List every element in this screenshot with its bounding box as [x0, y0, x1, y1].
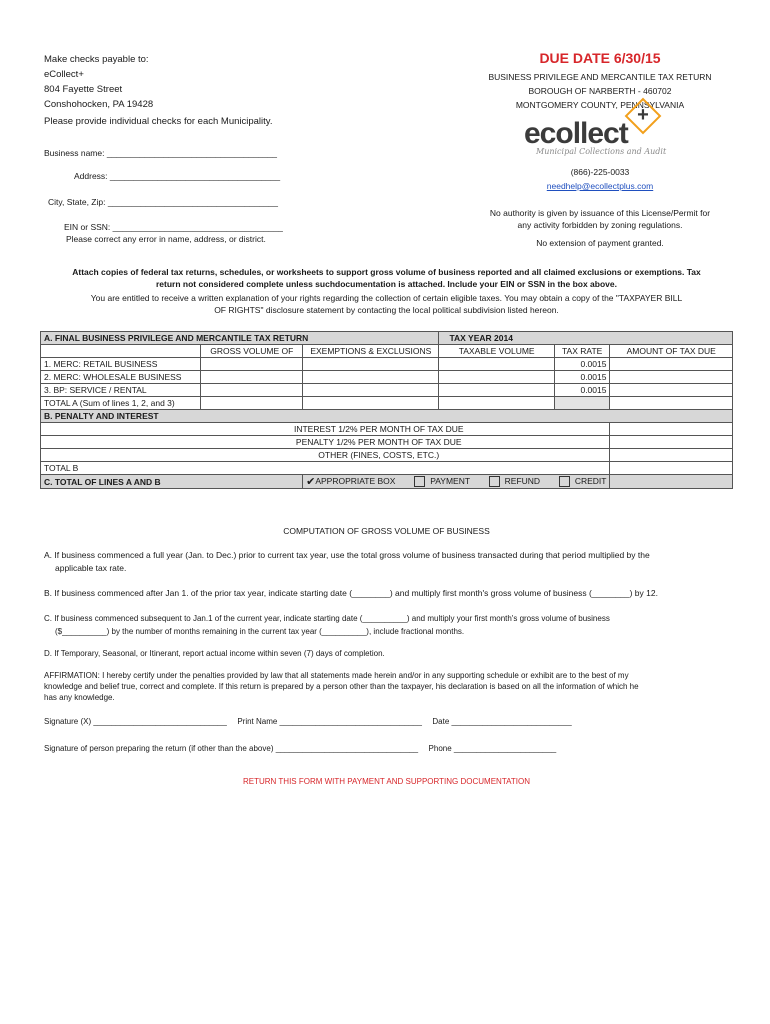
total-b-row [41, 462, 733, 475]
computation-d: D. If Temporary, Seasonal, or Itinerant, report actual income within seven (7) days of completion. [44, 649, 385, 658]
total-b-amount-input[interactable] [610, 462, 733, 475]
phone-number: (866)-225-0033 [570, 167, 630, 177]
ein-ssn-field[interactable]: EIN or SSN: ____________________________________ [64, 222, 283, 232]
amount-due-input[interactable] [610, 384, 733, 397]
gross-volume-input[interactable] [201, 384, 303, 397]
return-title: BUSINESS PRIVILEGE AND MERCANTILE TAX RETURN [488, 72, 712, 82]
email-link[interactable]: needhelp@ecollectplus.com [546, 181, 654, 191]
authority-line-1: No authority is given by issuance of this License/Permit for [489, 208, 711, 218]
total-b-label: TOTAL B [41, 462, 610, 475]
amount-due-input[interactable] [610, 371, 733, 384]
table-row [41, 371, 733, 384]
section-b-header [41, 410, 733, 423]
computation-a-line-1: A. If business commenced a full year (Jan. to Dec.) prior to current tax year, use the total gross volume of business transacted during that period multiplied by the [44, 550, 650, 560]
header-block [470, 50, 730, 112]
correct-note: Please correct any error in name, address, or district. [66, 234, 266, 244]
attach-line-1: Attach copies of federal tax returns, schedules, or worksheets to support gross volume of business reported and all claimed exclusions or exemptions. Tax [72, 267, 701, 277]
address-field[interactable]: Address: ____________________________________ [74, 171, 281, 181]
col-exemptions: EXEMPTIONS & EXCLUSIONS [303, 345, 439, 358]
amount-due-input[interactable] [610, 358, 733, 371]
column-headers [41, 345, 733, 358]
borough: BOROUGH OF NARBERTH - 460702 [528, 86, 672, 96]
print-name-field[interactable]: Print Name ________________________________ [237, 717, 422, 726]
payment-label: PAYMENT [430, 475, 470, 486]
affirmation-line-2: knowledge and belief true, correct and complete. If this return is prepared by a person other than the taxpayer, his declaration is based on all the information of which he [44, 682, 639, 691]
total-taxable-input[interactable] [439, 397, 554, 410]
authority-line-2: any activity forbidden by zoning regulations. [517, 220, 683, 230]
preparer-signature-field[interactable]: Signature of person preparing the return (if other than the above) ________________________________ [44, 744, 419, 753]
preparer-row [44, 744, 556, 753]
rights-line-1: You are entitled to receive a written explanation of your rights regarding the collection of certain eligible taxes. You may obtain a copy of the "TAXPAYER BILL [90, 293, 683, 303]
payable-name: eCollect+ [44, 69, 84, 80]
payable-city: Conshohocken, PA 19428 [44, 99, 154, 110]
taxable-volume-input[interactable] [439, 384, 554, 397]
check-mark-icon: ✔ [306, 476, 316, 488]
total-a-amount-input[interactable] [610, 397, 733, 410]
payable-title: Make checks payable to: [44, 54, 149, 65]
col-tax-rate: TAX RATE [554, 345, 610, 358]
credit-label: CREDIT [574, 475, 607, 486]
logo-plus-icon: + [624, 98, 661, 135]
exemptions-input[interactable] [303, 358, 439, 371]
payable-block [44, 52, 153, 112]
section-a-header [41, 332, 733, 345]
due-date: DUE DATE 6/30/15 [539, 50, 661, 66]
computation-a-line-2: applicable tax rate. [55, 563, 127, 573]
computation-c [44, 612, 724, 638]
payment-checkbox[interactable] [414, 476, 425, 487]
section-c-row [41, 475, 733, 489]
computation-a [44, 549, 724, 575]
section-b-title: B. PENALTY AND INTEREST [41, 410, 733, 423]
county: MONTGOMERY COUNTY, PENNSYLVANIA [515, 100, 685, 110]
signature-row [44, 717, 572, 726]
attach-instructions [40, 266, 733, 290]
phone-field[interactable]: Phone _______________________ [428, 744, 557, 753]
refund-checkbox[interactable] [489, 476, 500, 487]
affirmation-line-1: AFFIRMATION: I hereby certify under the penalties provided by law that all statements made herein and/or in any supporting schedule or exhibit are to the best of my [44, 671, 629, 680]
total-a-row [41, 397, 733, 410]
section-a-title: A. FINAL BUSINESS PRIVILEGE AND MERCANTILE TAX RETURN [41, 332, 439, 345]
table-row [41, 384, 733, 397]
computation-title: COMPUTATION OF GROSS VOLUME OF BUSINESS [283, 526, 490, 536]
exemptions-input[interactable] [303, 384, 439, 397]
credit-checkbox[interactable] [559, 476, 570, 487]
total-exemptions-input[interactable] [303, 397, 439, 410]
tax-rate-value: 0.0015 [554, 358, 610, 371]
rights-line-2: OF RIGHTS" disclosure statement by contacting the local political subdivision listed hereon. [214, 305, 559, 315]
computation-c-line-2: ($__________) by the number of months remaining in the current tax year (__________), include fractional months. [55, 627, 465, 636]
col-taxable-volume: TAXABLE VOLUME [439, 345, 554, 358]
col-gross-volume: GROSS VOLUME OF [201, 345, 303, 358]
signature-field[interactable]: Signature (X) ______________________________ [44, 717, 227, 726]
affirmation-line-3: has any knowledge. [44, 693, 115, 702]
taxable-volume-input[interactable] [439, 358, 554, 371]
return-form-notice: RETURN THIS FORM WITH PAYMENT AND SUPPORTING DOCUMENTATION [243, 777, 530, 786]
interest-row [41, 423, 733, 436]
tax-rate-value: 0.0015 [554, 384, 610, 397]
computation-c-line-1: C. If business commenced subsequent to Jan.1 of the current year, indicate starting date (__________) and multiply your first month's gross volume of business [44, 614, 610, 623]
interest-amount-input[interactable] [610, 423, 733, 436]
appropriate-box-label: APPROPRIATE BOX [315, 475, 396, 486]
row-label: 3. BP: SERVICE / RENTAL [41, 384, 201, 397]
date-field[interactable]: Date ___________________________ [432, 717, 572, 726]
payable-street: 804 Fayette Street [44, 84, 123, 95]
taxable-volume-input[interactable] [439, 371, 554, 384]
penalty-label: PENALTY 1/2% PER MONTH OF TAX DUE [41, 436, 610, 449]
logo-tagline: Municipal Collections and Audit [536, 147, 667, 156]
penalty-row [41, 436, 733, 449]
total-c-amount-input[interactable] [610, 475, 733, 489]
total-gross-input[interactable] [201, 397, 303, 410]
no-extension-notice: No extension of payment granted. [536, 238, 664, 248]
row-label: 1. MERC: RETAIL BUSINESS [41, 358, 201, 371]
attach-line-2: return not considered complete unless suchdocumentation is attached. Include your EIN or SSN in the box above. [156, 279, 617, 289]
payment-type-options [303, 475, 610, 489]
other-label: OTHER (FINES, COSTS, ETC.) [41, 449, 610, 462]
affirmation [44, 670, 724, 703]
penalty-amount-input[interactable] [610, 436, 733, 449]
section-c-title: C. TOTAL OF LINES A AND B [41, 475, 303, 489]
logo-text: ecollect [524, 117, 628, 150]
gross-volume-input[interactable] [201, 371, 303, 384]
computation-b: B. If business commenced after Jan 1. of the prior tax year, indicate starting date (________) and multiply first month's gross volume of business (________) by 12. [44, 588, 658, 598]
col-amount-due: AMOUNT OF TAX DUE [610, 345, 733, 358]
row-label: 2. MERC: WHOLESALE BUSINESS [41, 371, 201, 384]
authority-notice [470, 207, 730, 231]
individual-checks-note: Please provide individual checks for each Municipality. [44, 116, 273, 127]
total-a-label: TOTAL A (Sum of lines 1, 2, and 3) [41, 397, 201, 410]
other-amount-input[interactable] [610, 449, 733, 462]
exemptions-input[interactable] [303, 371, 439, 384]
refund-label: REFUND [504, 475, 541, 486]
interest-label: INTEREST 1/2% PER MONTH OF TAX DUE [41, 423, 610, 436]
gross-volume-input[interactable] [201, 358, 303, 371]
tax-rate-value: 0.0015 [554, 371, 610, 384]
other-row [41, 449, 733, 462]
city-state-zip-field[interactable]: City, State, Zip: ____________________________________ [48, 197, 279, 207]
tax-year: TAX YEAR 2014 [439, 332, 733, 345]
table-row [41, 358, 733, 371]
rights-notice [40, 292, 733, 316]
business-name-field[interactable]: Business name: ____________________________________ [44, 148, 278, 158]
tax-return-table [40, 331, 733, 489]
